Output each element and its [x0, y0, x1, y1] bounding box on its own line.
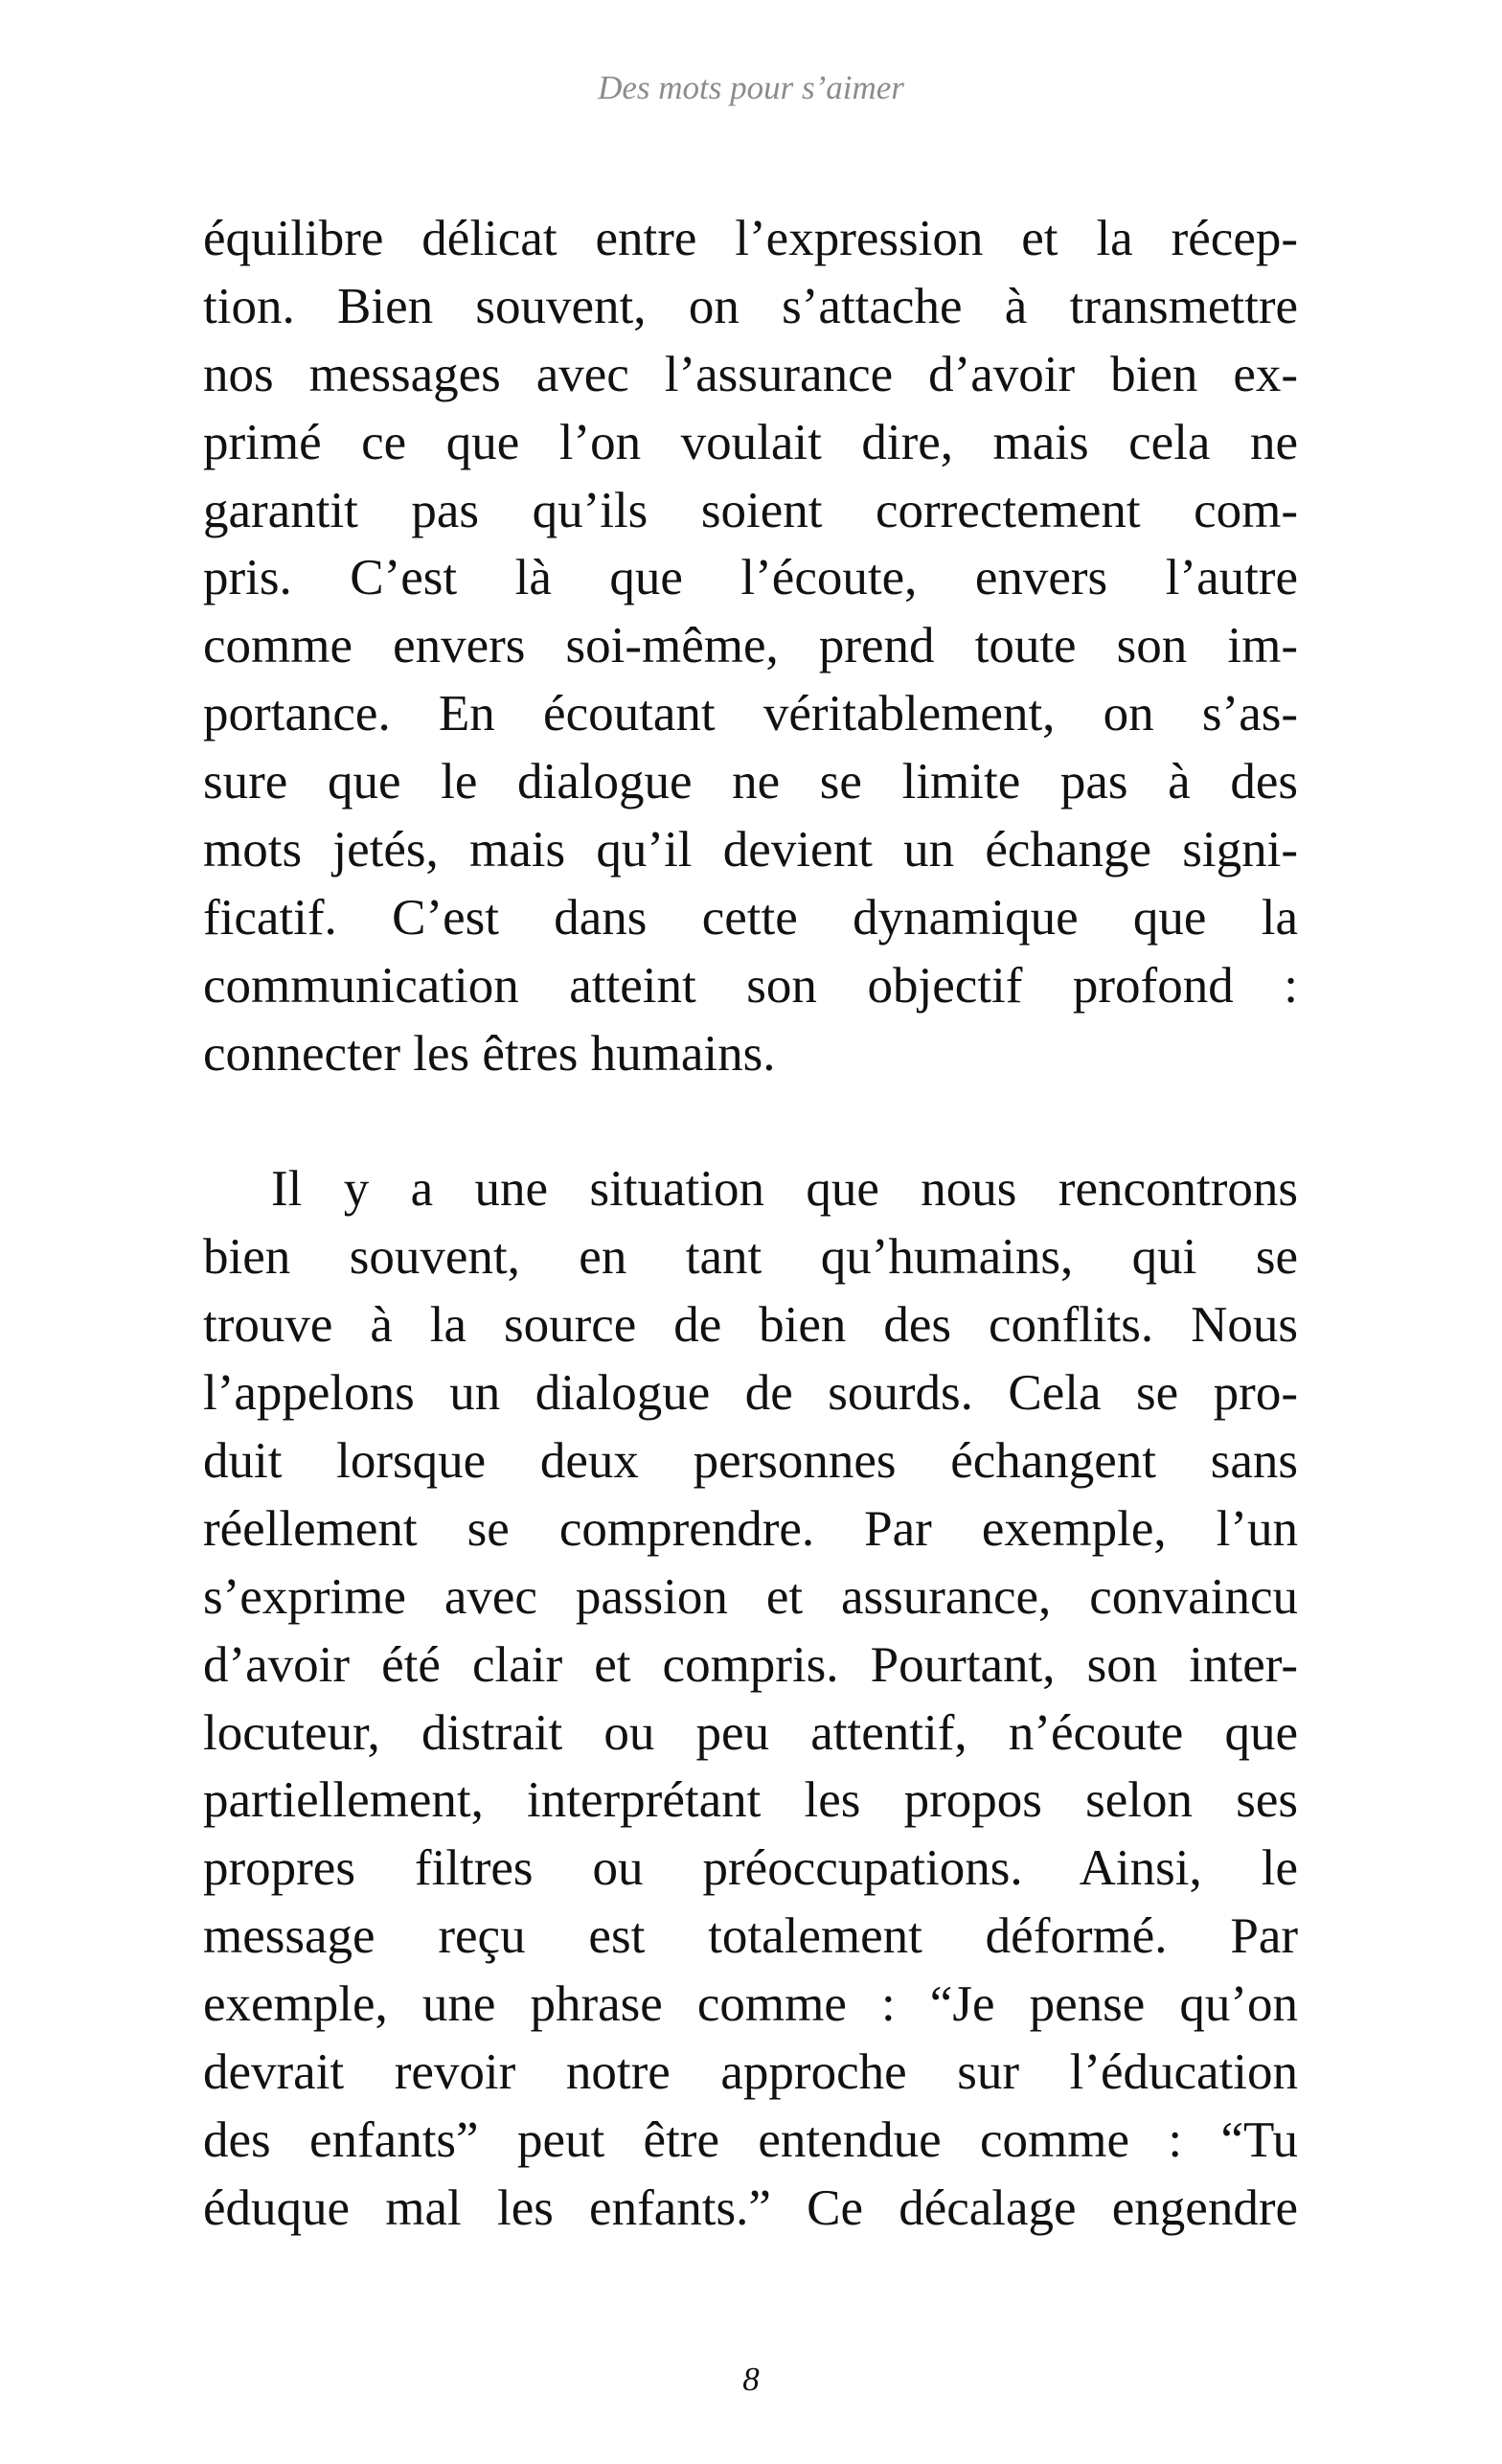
text-line: locuteur, distrait ou peu attentif, n’écoute que [203, 1704, 1298, 1761]
text-line: connecter les êtres humains. [203, 1025, 776, 1082]
text-line: trouve à la source de bien des conflits. Nous [203, 1297, 1298, 1354]
text-line: sure que le dialogue ne se limite pas à des [203, 754, 1298, 810]
paragraph-2 [203, 1155, 1298, 2242]
text-line: duit lorsque deux personnes échangent sans [203, 1433, 1298, 1490]
text-line: bien souvent, en tant qu’humains, qui se [203, 1229, 1298, 1286]
text-line: portance. En écoutant véritablement, on s’as- [203, 686, 1298, 742]
text-line: tion. Bien souvent, on s’attache à transmettre [203, 278, 1298, 334]
text-line: devrait revoir notre approche sur l’éducation [203, 2044, 1298, 2101]
text-line: exemple, une phrase comme : “Je pense qu’on [203, 1976, 1298, 2033]
text-line: primé ce que l’on voulait dire, mais cela ne [203, 414, 1298, 470]
text-line: mots jetés, mais qu’il devient un échange signi- [203, 822, 1298, 878]
text-line: l’appelons un dialogue de sourds. Cela se pro- [203, 1365, 1298, 1422]
text-line: d’avoir été clair et compris. Pourtant, son inter- [203, 1636, 1298, 1693]
text-line: propres filtres ou préoccupations. Ainsi, le [203, 1840, 1298, 1897]
paragraph-1 [203, 205, 1298, 1088]
text-line: pris. C’est là que l’écoute, envers l’autre [203, 550, 1298, 606]
text-line: communication atteint son objectif profond : [203, 957, 1298, 1014]
text-line: réellement se comprendre. Par exemple, l’un [203, 1500, 1298, 1557]
text-line: garantit pas qu’ils soient correctement com- [203, 482, 1298, 538]
text-line: équilibre délicat entre l’expression et la récep- [203, 211, 1298, 266]
text-line: Il y a une situation que nous rencontrons [271, 1161, 1298, 1218]
text-line: s’exprime avec passion et assurance, convaincu [203, 1568, 1298, 1625]
text-line: partiellement, interprétant les propos selon ses [203, 1772, 1298, 1829]
text-line: comme envers soi-même, prend toute son im- [203, 618, 1298, 674]
text-line: éduque mal les enfants.” Ce décalage engendre [203, 2179, 1298, 2236]
running-header-title: Des mots pour s’aimer [598, 69, 904, 106]
text-line: des enfants” peut être entendue comme : “Tu [203, 2111, 1298, 2168]
text-line: message reçu est totalement déformé. Par [203, 1908, 1298, 1965]
text-line: nos messages avec l’assurance d’avoir bien ex- [203, 346, 1298, 402]
page-number: 8 [742, 2361, 760, 2398]
text-line: ficatif. C’est dans cette dynamique que la [203, 889, 1298, 946]
body-text [203, 205, 1298, 2243]
